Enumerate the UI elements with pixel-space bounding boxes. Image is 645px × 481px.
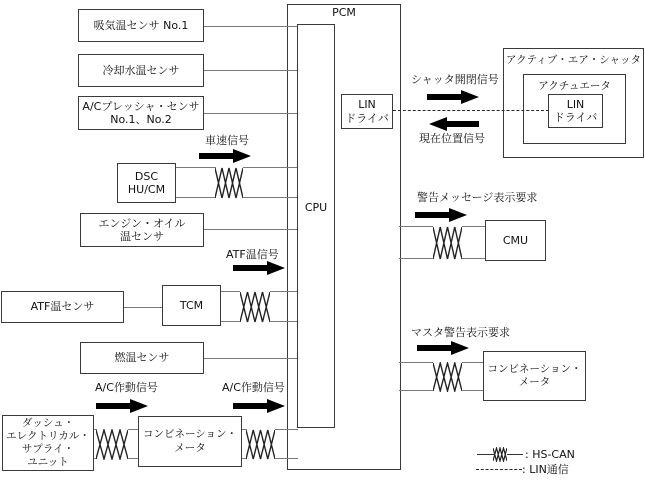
- legend-hs-can-line-right: [507, 454, 523, 455]
- lin-driver-pcm-line2: ドライバ: [345, 111, 389, 125]
- combination-meter-left-box: [138, 416, 242, 467]
- legend-lin-dashed-line: [476, 469, 522, 470]
- fuel-temp-sensor-label: 燃温センサ: [114, 351, 170, 365]
- hs-can-dsc-top-left: [176, 167, 216, 168]
- wire-intake-air-temp: [203, 26, 298, 27]
- tcm-box: [162, 285, 221, 326]
- ac-operation-left-arrow-icon: [96, 399, 148, 413]
- ac-operation-left-label: A/C作動信号: [95, 381, 158, 394]
- atf-temp-signal-label: ATF温信号: [226, 248, 279, 261]
- hs-can-dsc-bottom-right: [243, 197, 298, 198]
- dash-electrical-supply-unit-box: [2, 415, 94, 471]
- legend-lin-label: : LIN通信: [522, 463, 569, 476]
- dash-unit-line1: ダッシュ・: [21, 417, 75, 429]
- hs-can-cmu-bottom-right: [462, 258, 485, 259]
- hs-can-combo-bottom-right: [275, 458, 298, 459]
- dsc-hucm-line1: DSC: [134, 169, 159, 183]
- fuel-temp-sensor-box: [80, 342, 204, 374]
- hs-can-combo-right-top-left: [399, 362, 433, 363]
- master-warning-arrow-icon: [417, 341, 469, 355]
- hs-can-tcm-top-right: [270, 291, 298, 292]
- hs-can-twisted-pair-icon: [433, 362, 462, 392]
- cmu-label: CMU: [502, 233, 529, 247]
- hs-can-cmu-bottom-left: [399, 258, 433, 259]
- hs-can-dsc-top-right: [243, 167, 298, 168]
- wire-coolant-temp: [203, 70, 298, 71]
- ac-operation-right-arrow-icon: [233, 399, 285, 413]
- lin-driver-actuator-box: [548, 94, 603, 128]
- hs-can-twisted-pair-icon: [433, 226, 462, 260]
- lin-driver-pcm-line1: LIN: [358, 98, 376, 111]
- hs-can-tcm-top-left: [220, 291, 240, 292]
- pcm-label: PCM: [332, 6, 356, 19]
- hs-can-combo-top-right: [275, 429, 298, 430]
- warning-message-arrow-icon: [415, 208, 467, 222]
- engine-oil-temp-line2: 温センサ: [120, 230, 164, 243]
- combination-meter-right-line1: コンビネーション・: [487, 362, 582, 375]
- lin-driver-actuator-line1: LIN: [566, 97, 585, 111]
- engine-oil-temp-sensor-box: [80, 213, 204, 247]
- dash-unit-line4: ユニット: [27, 456, 69, 468]
- dash-unit-line2: エレクトリカル・: [6, 430, 90, 442]
- current-position-label: 現在位置信号: [419, 132, 485, 145]
- current-position-arrow-icon: [429, 117, 479, 131]
- wire-atf-sensor-to-tcm: [124, 307, 163, 308]
- cmu-box: [485, 220, 546, 261]
- hs-can-combo-right-bottom-left: [399, 390, 433, 391]
- legend-hs-can-twisted-pair-icon: [493, 447, 507, 462]
- hs-can-tcm-bottom-left: [220, 321, 240, 322]
- cpu-label: CPU: [304, 201, 328, 214]
- legend-hs-can-label: : HS-CAN: [525, 448, 575, 461]
- hs-can-cmu-top-right: [462, 226, 485, 227]
- hs-can-tcm-bottom-right: [270, 321, 298, 322]
- atf-temp-sensor-label: ATF温センサ: [30, 300, 95, 314]
- coolant-temp-sensor-box: [78, 54, 204, 87]
- warning-message-label: 警告メッセージ表示要求: [417, 191, 538, 204]
- dash-unit-line3: サプライ・: [21, 443, 75, 455]
- hs-can-combo-right-top-right: [462, 362, 483, 363]
- wire-fuel-temp: [203, 358, 298, 359]
- actuator-label: アクチュエータ: [538, 80, 611, 92]
- hs-can-twisted-pair-icon: [215, 167, 243, 199]
- hs-can-twisted-pair-icon: [240, 291, 270, 323]
- hs-can-twisted-pair-icon: [246, 429, 275, 460]
- ac-pressure-sensor-box: [78, 96, 204, 130]
- cpu-box: [297, 24, 335, 428]
- wire-ac-pressure: [203, 113, 298, 114]
- master-warning-label: マスタ警告表示要求: [411, 326, 510, 339]
- hs-can-dsc-bottom-left: [176, 197, 216, 198]
- wire-engine-oil-temp: [203, 229, 298, 230]
- shutter-open-close-label: シャッタ開閉信号: [411, 73, 499, 86]
- atf-temp-arrow-icon: [233, 261, 285, 275]
- lin-dashed-line: [393, 110, 549, 111]
- dsc-hucm-line2: HU/CM: [127, 183, 166, 196]
- hs-can-combo-right-bottom-right: [462, 390, 483, 391]
- active-air-shutter-label: アクティブ・エア・シャッタ: [505, 54, 642, 66]
- combination-meter-right-line2: メータ: [518, 376, 551, 388]
- atf-temp-sensor-box: [1, 291, 124, 323]
- tcm-label: TCM: [179, 298, 204, 312]
- dsc-hucm-box: [117, 163, 176, 203]
- vehicle-speed-label: 車速信号: [205, 134, 249, 147]
- ac-operation-right-label: A/C作動信号: [222, 381, 285, 394]
- shutter-open-close-arrow-icon: [427, 90, 479, 104]
- ac-pressure-sensor-line2: No.1、No.2: [110, 113, 172, 126]
- coolant-temp-sensor-label: 冷却水温センサ: [102, 63, 180, 77]
- intake-air-temp-sensor-box: [78, 9, 204, 42]
- lin-driver-pcm-box: [341, 94, 393, 129]
- engine-oil-temp-line1: エンジン・オイル: [98, 216, 186, 230]
- ac-pressure-sensor-line1: A/Cプレッシャ・センサ: [82, 99, 200, 113]
- hs-can-twisted-pair-icon: [96, 429, 128, 460]
- hs-can-cmu-top-left: [399, 226, 433, 227]
- combination-meter-left-line1: コンビネーション・: [142, 428, 238, 440]
- legend-hs-can-line-left: [477, 454, 494, 455]
- lin-driver-actuator-line2: ドライバ: [553, 111, 598, 124]
- combination-meter-left-line2: メータ: [174, 441, 206, 454]
- vehicle-speed-arrow-icon: [199, 149, 251, 163]
- intake-air-temp-sensor-label: 吸気温センサ No.1: [93, 18, 189, 32]
- combination-meter-right-box: [483, 351, 586, 401]
